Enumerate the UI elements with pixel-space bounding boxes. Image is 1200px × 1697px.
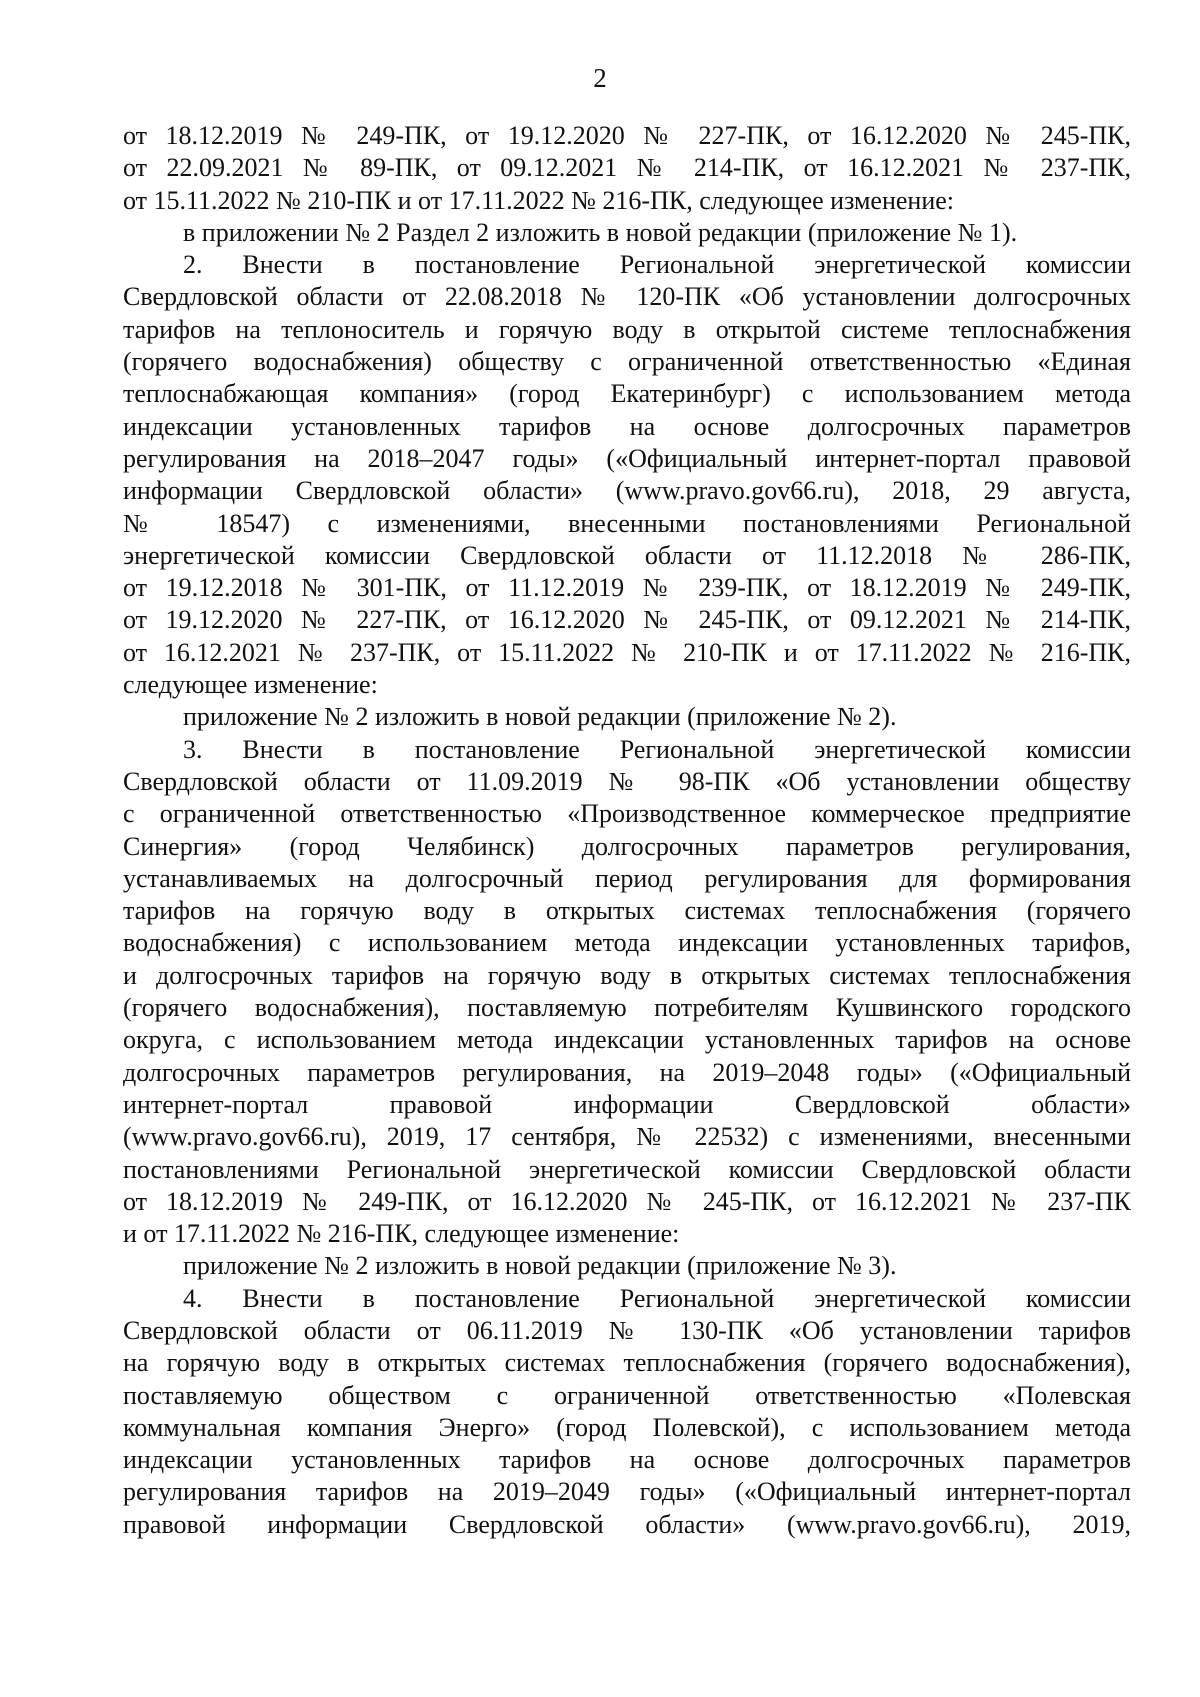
text-line: № 18547) с изменениями, внесенными постановлениями Региональной (123, 508, 1131, 538)
text-line: от 16.12.2021 № 237-ПК, от 15.11.2022 № 210-ПК и от 17.11.2022 № 216-ПК, (123, 637, 1131, 667)
text-line: и долгосрочных тарифов на горячую воду в открытых системах теплоснабжения (123, 960, 1131, 990)
text-line: устанавливаемых на долгосрочный период регулирования для формирования (123, 863, 1131, 893)
text-line: следующее изменение: (123, 670, 378, 700)
text-line: (www.pravo.gov66.ru), 2019, 17 сентября, № 22532) с изменениями, внесенными (123, 1122, 1131, 1152)
text-line: 3. Внести в постановление Региональной энергетической комиссии (183, 734, 1131, 764)
text-line: в приложении № 2 Раздел 2 изложить в новой редакции (приложение № 1). (183, 217, 1018, 247)
text-line: поставляемую обществом с ограниченной ответственностью «Полевская (123, 1380, 1131, 1410)
text-line: Свердловской области от 11.09.2019 № 98-ПК «Об установлении обществу (123, 766, 1131, 796)
text-line: и от 17.11.2022 № 216-ПК, следующее изменение: (123, 1219, 680, 1249)
text-line: постановлениями Региональной энергетической комиссии Свердловской области (123, 1154, 1131, 1184)
text-line: 4. Внести в постановление Региональной энергетической комиссии (183, 1283, 1131, 1313)
text-line: от 19.12.2018 № 301-ПК, от 11.12.2019 № 239-ПК, от 18.12.2019 № 249-ПК, (123, 573, 1131, 603)
text-line: долгосрочных параметров регулирования, на 2019–2048 годы» («Официальный (123, 1057, 1131, 1087)
text-line: на горячую воду в открытых системах теплоснабжения (горячего водоснабжения), (123, 1348, 1131, 1378)
text-line: регулирования на 2018–2047 годы» («Официальный интернет-портал правовой (123, 443, 1131, 473)
text-line: интернет-портал правовой информации Свердловской области» (123, 1089, 1131, 1119)
document-body (123, 120, 1131, 1541)
text-line: Синергия» (город Челябинск) долгосрочных параметров регулирования, (123, 831, 1131, 861)
text-line: от 19.12.2020 № 227-ПК, от 16.12.2020 № 245-ПК, от 09.12.2021 № 214-ПК, (123, 605, 1131, 635)
text-line: (горячего водоснабжения) обществу с ограниченной ответственностью «Единая (123, 347, 1131, 377)
text-line: с ограниченной ответственностью «Производственное коммерческое предприятие (123, 799, 1131, 829)
text-line: Свердловской области от 06.11.2019 № 130-ПК «Об установлении тарифов (123, 1315, 1131, 1345)
text-line: приложение № 2 изложить в новой редакции (приложение № 2). (183, 702, 897, 732)
text-line: коммунальная компания Энерго» (город Полевской), с использованием метода (123, 1412, 1131, 1442)
page-number: 2 (593, 63, 607, 93)
text-line: тарифов на горячую воду в открытых системах теплоснабжения (горячего (123, 896, 1131, 926)
text-line: от 15.11.2022 № 210-ПК и от 17.11.2022 № 216-ПК, следующее изменение: (123, 185, 955, 215)
text-line: (горячего водоснабжения), поставляемую потребителям Кушвинского городского (123, 993, 1131, 1023)
text-line: индексации установленных тарифов на основе долгосрочных параметров (123, 411, 1131, 441)
text-line: Свердловской области от 22.08.2018 № 120-ПК «Об установлении долгосрочных (123, 282, 1131, 312)
text-line: регулирования тарифов на 2019–2049 годы» («Официальный интернет-портал (123, 1477, 1131, 1507)
text-line: приложение № 2 изложить в новой редакции (приложение № 3). (183, 1251, 897, 1281)
text-line: правовой информации Свердловской области» (www.pravo.gov66.ru), 2019, (123, 1509, 1131, 1539)
text-line: от 18.12.2019 № 249-ПК, от 19.12.2020 № 227-ПК, от 16.12.2020 № 245-ПК, (123, 121, 1131, 150)
text-line: теплоснабжающая компания» (город Екатеринбург) с использованием метода (123, 379, 1131, 409)
text-line: округа, с использованием метода индексации установленных тарифов на основе (123, 1025, 1131, 1055)
text-line: индексации установленных тарифов на основе долгосрочных параметров (123, 1445, 1131, 1475)
text-line: тарифов на теплоноситель и горячую воду в открытой системе теплоснабжения (123, 314, 1131, 344)
text-line: от 22.09.2021 № 89-ПК, от 09.12.2021 № 214-ПК, от 16.12.2021 № 237-ПК, (123, 153, 1131, 183)
text-line: от 18.12.2019 № 249-ПК, от 16.12.2020 № 245-ПК, от 16.12.2021 № 237-ПК (123, 1186, 1131, 1216)
text-line: энергетической комиссии Свердловской области от 11.12.2018 № 286-ПК, (123, 540, 1131, 570)
text-line: водоснабжения) с использованием метода индексации установленных тарифов, (123, 928, 1131, 958)
text-line: 2. Внести в постановление Региональной энергетической комиссии (183, 250, 1131, 280)
text-line: информации Свердловской области» (www.pravo.gov66.ru), 2018, 29 августа, (123, 476, 1131, 506)
